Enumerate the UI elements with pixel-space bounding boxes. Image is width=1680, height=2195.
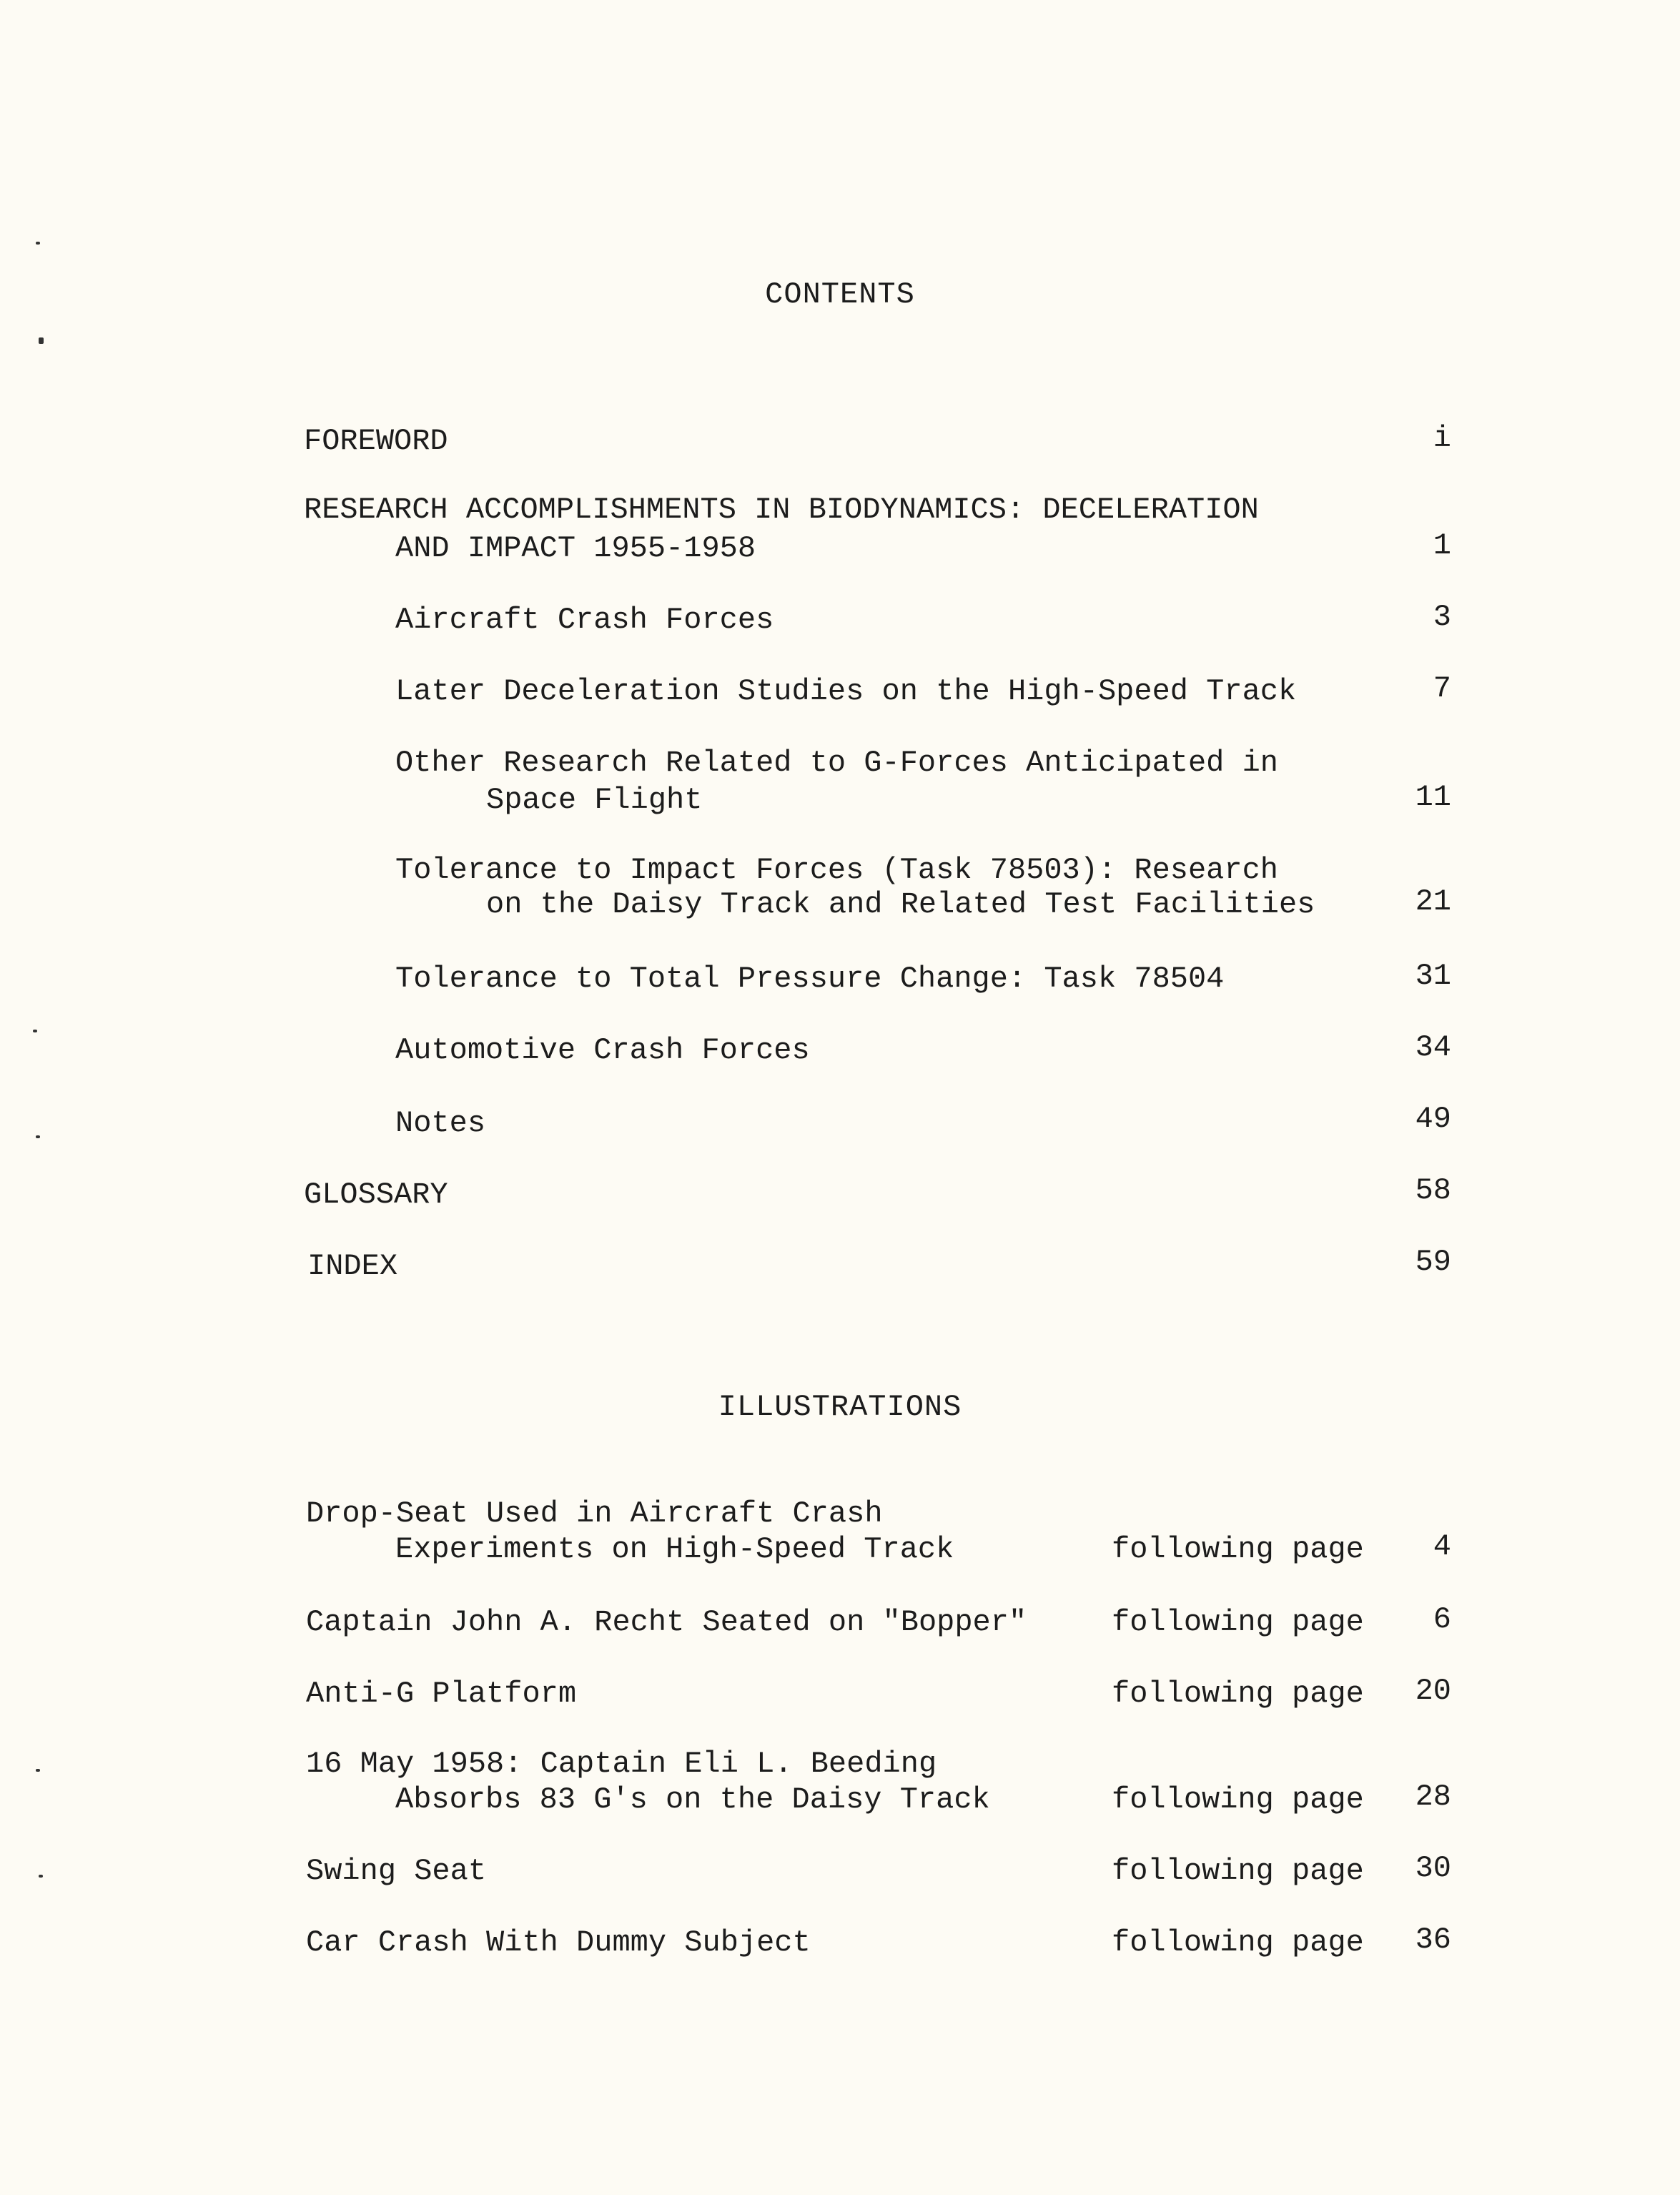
illustration-following-label: following page — [1112, 1677, 1364, 1711]
illustration-following-label: following page — [1112, 1782, 1364, 1817]
toc-entry-later-deceleration: Later Deceleration Studies on the High-Speed Track — [395, 674, 1297, 709]
illustration-page-number: 20 — [1415, 1674, 1451, 1708]
toc-page-number: 7 — [1433, 671, 1451, 706]
illustration-page-number: 28 — [1415, 1780, 1451, 1814]
toc-entry-index: INDEX — [307, 1249, 398, 1283]
toc-page-number: 1 — [1433, 528, 1451, 563]
toc-entry-research-line1: RESEARCH ACCOMPLISHMENTS IN BIODYNAMICS: DECELERATION — [304, 493, 1259, 527]
toc-entry-aircraft-crash: Aircraft Crash Forces — [395, 603, 774, 637]
illustration-entry-drop-seat-line2: Experiments on High-Speed Track — [395, 1532, 954, 1567]
toc-page-number: 59 — [1415, 1245, 1451, 1279]
illustration-page-number: 4 — [1433, 1529, 1451, 1564]
illustration-entry-beeding-line2: Absorbs 83 G's on the Daisy Track — [395, 1782, 990, 1817]
toc-page-number: 31 — [1415, 959, 1451, 993]
illustrations-heading: ILLUSTRATIONS — [718, 1390, 962, 1424]
illustration-page-number: 30 — [1415, 1851, 1451, 1885]
margin-speck — [39, 1875, 43, 1878]
illustration-page-number: 6 — [1433, 1602, 1451, 1637]
margin-speck — [33, 1030, 37, 1032]
toc-page-number: 11 — [1415, 780, 1451, 814]
illustration-following-label: following page — [1112, 1532, 1364, 1567]
toc-entry-research-line2: AND IMPACT 1955-1958 — [395, 531, 756, 566]
illustration-entry-drop-seat-line1: Drop-Seat Used in Aircraft Crash — [306, 1496, 883, 1531]
toc-entry-notes: Notes — [395, 1106, 486, 1140]
toc-entry-glossary: GLOSSARY — [304, 1178, 448, 1212]
illustration-page-number: 36 — [1415, 1923, 1451, 1957]
toc-entry-other-research-line2: Space Flight — [486, 783, 703, 817]
toc-page-number: i — [1433, 421, 1451, 455]
toc-entry-tolerance-impact-line1: Tolerance to Impact Forces (Task 78503): Research — [395, 853, 1279, 887]
toc-page-number: 34 — [1415, 1030, 1451, 1065]
margin-speck — [36, 1135, 40, 1138]
toc-entry-other-research-line1: Other Research Related to G-Forces Anticipated in — [395, 746, 1279, 780]
toc-page-number: 58 — [1415, 1173, 1451, 1208]
margin-speck — [39, 337, 44, 344]
illustration-entry-recht: Captain John A. Recht Seated on "Bopper" — [306, 1605, 1027, 1639]
margin-speck — [36, 242, 40, 245]
toc-entry-automotive: Automotive Crash Forces — [395, 1033, 810, 1067]
illustration-following-label: following page — [1112, 1605, 1364, 1639]
illustration-following-label: following page — [1112, 1925, 1364, 1960]
toc-page-number: 3 — [1433, 600, 1451, 634]
toc-entry-tolerance-pressure: Tolerance to Total Pressure Change: Task 78504 — [395, 962, 1225, 996]
toc-page-number: 21 — [1415, 884, 1451, 919]
illustration-entry-swing-seat: Swing Seat — [306, 1854, 487, 1888]
illustration-entry-anti-g: Anti-G Platform — [306, 1677, 577, 1711]
illustration-entry-car-crash: Car Crash With Dummy Subject — [306, 1925, 811, 1960]
contents-heading: CONTENTS — [765, 277, 915, 312]
toc-page-number: 49 — [1415, 1102, 1451, 1136]
toc-entry-foreword: FOREWORD — [304, 424, 448, 458]
illustration-entry-beeding-line1: 16 May 1958: Captain Eli L. Beeding — [306, 1747, 937, 1781]
toc-entry-tolerance-impact-line2: on the Daisy Track and Related Test Facilities — [486, 887, 1315, 922]
illustration-following-label: following page — [1112, 1854, 1364, 1888]
margin-speck — [36, 1769, 40, 1772]
